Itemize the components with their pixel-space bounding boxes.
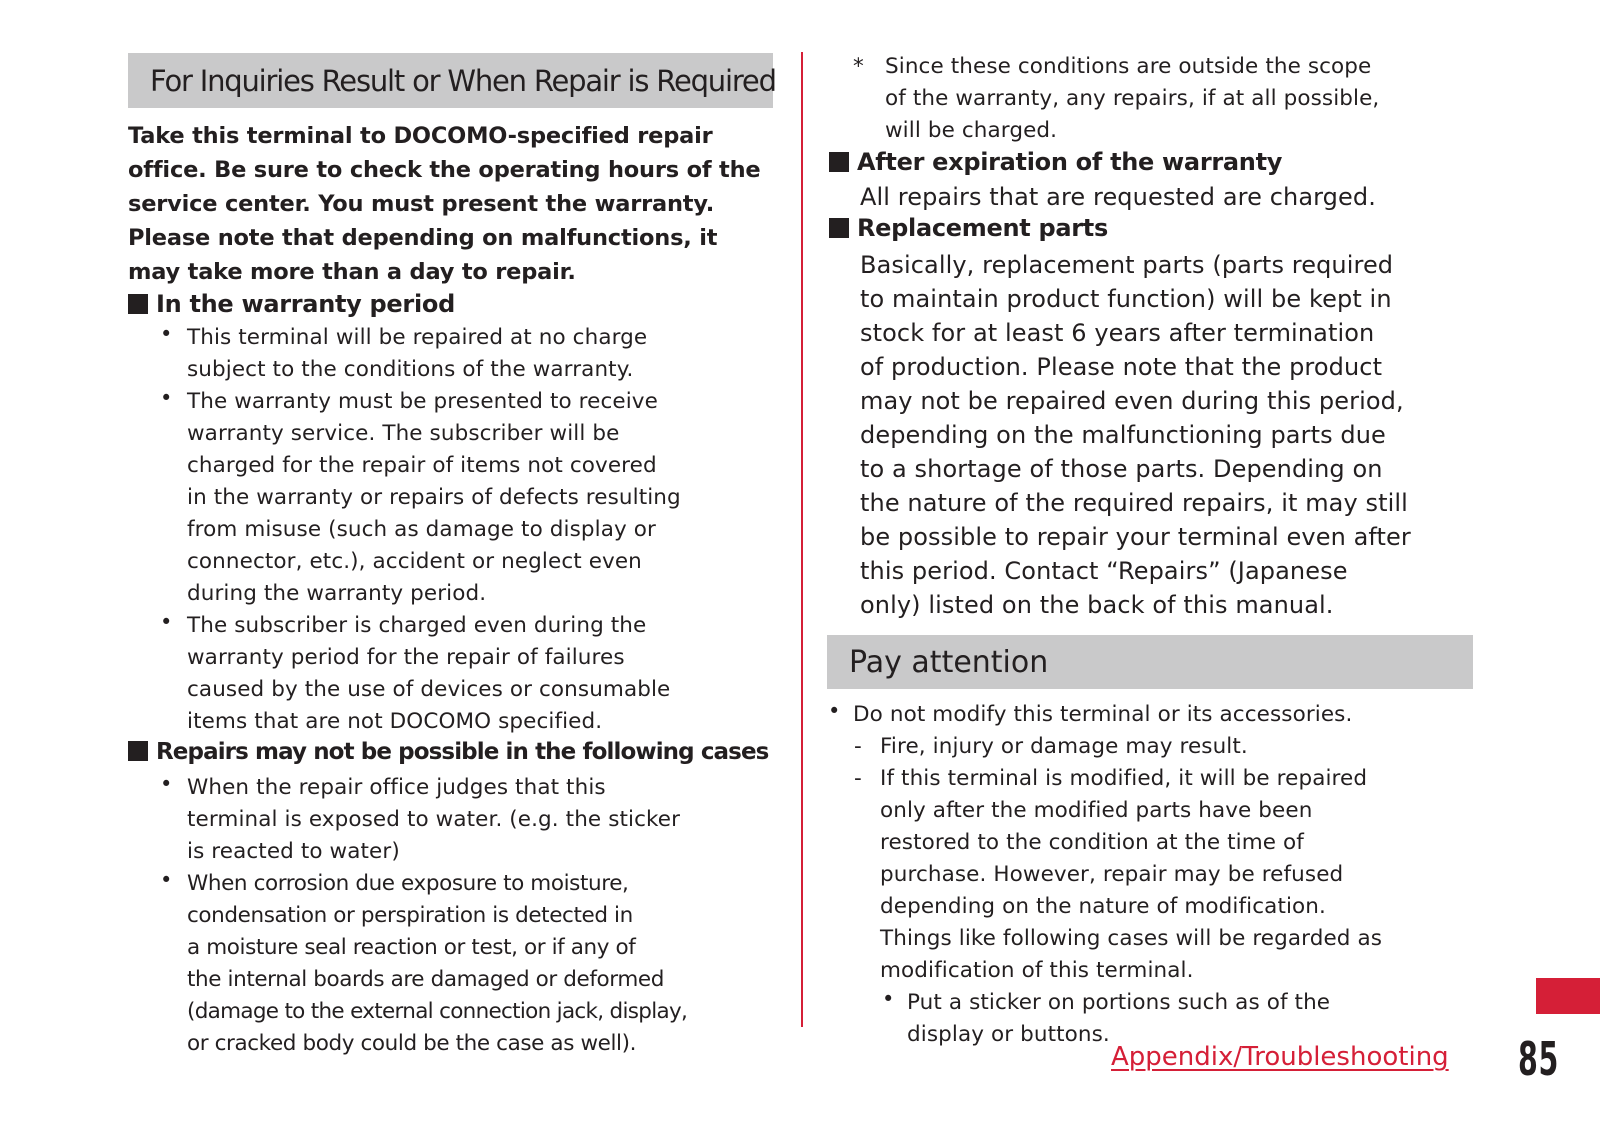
bullet-icon: •: [828, 699, 841, 723]
dash-item-2-line-6: Things like following cases will be regarded as: [880, 926, 1383, 951]
parts-line-6: depending on the malfunctioning parts due: [860, 421, 1386, 449]
note-asterisk: *: [853, 54, 864, 79]
square-bullet-icon: [128, 741, 148, 761]
case-item-1-line-1: When the repair office judges that this: [187, 775, 606, 800]
dash-item-2-line-1: If this terminal is modified, it will be repaired: [880, 766, 1368, 791]
square-bullet-icon: [128, 294, 148, 314]
warranty-item-3-line-2: warranty period for the repair of failures: [187, 645, 625, 670]
parts-line-9: be possible to repair your terminal even after: [860, 523, 1411, 551]
intro-line-4: Please note that depending on malfunctions, it: [128, 225, 718, 251]
bullet-icon: •: [160, 386, 173, 410]
intro-line-3: service center. You must present the warranty.: [128, 191, 715, 217]
dash-item-2-line-7: modification of this terminal.: [880, 958, 1194, 983]
case-item-2-line-4: the internal boards are damaged or deformed: [187, 967, 664, 992]
attention-item: Do not modify this terminal or its accessories.: [853, 702, 1353, 727]
page-number: 85: [1518, 1032, 1559, 1086]
parts-line-1: Basically, replacement parts (parts required: [860, 251, 1394, 279]
parts-line-4: of production. Please note that the product: [860, 353, 1383, 381]
parts-line-3: stock for at least 6 years after termination: [860, 319, 1375, 347]
case-item-1-line-3: is reacted to water): [187, 839, 400, 864]
section-banner-attention: [827, 635, 1473, 689]
bullet-icon: •: [882, 987, 895, 1011]
dash-item-2-line-4: purchase. However, repair may be refused: [880, 862, 1344, 887]
case-item-2-line-2: condensation or perspiration is detected in: [187, 903, 633, 928]
parts-line-11: only) listed on the back of this manual.: [860, 591, 1334, 619]
section-banner-title: For Inquiries Result or When Repair is Required: [150, 64, 776, 98]
warranty-item-2-line-3: charged for the repair of items not covered: [187, 453, 657, 478]
warranty-item-1-line-2: subject to the conditions of the warranty.: [187, 357, 634, 382]
warranty-item-3-line-1: The subscriber is charged even during the: [187, 613, 647, 638]
dash-icon: -: [854, 734, 862, 759]
column-divider: [801, 52, 803, 1027]
parts-line-5: may not be repaired even during this period,: [860, 387, 1404, 415]
expiration-text: All repairs that are requested are charged.: [860, 183, 1376, 211]
replacement-parts-heading: Replacement parts: [829, 214, 1108, 242]
bullet-icon: •: [160, 772, 173, 796]
dash-item-2-line-2: only after the modified parts have been: [880, 798, 1313, 823]
case-item-2-line-5: (damage to the external connection jack, display,: [187, 999, 688, 1024]
dash-item-1-line-1: Fire, injury or damage may result.: [880, 734, 1248, 759]
warranty-item-3-line-3: caused by the use of devices or consumable: [187, 677, 671, 702]
intro-line-1: Take this terminal to DOCOMO-specified repair: [128, 123, 713, 149]
parts-line-10: this period. Contact “Repairs” (Japanese: [860, 557, 1348, 585]
square-bullet-icon: [829, 218, 849, 238]
bullet-icon: •: [160, 610, 173, 634]
case-item-1-line-2: terminal is exposed to water. (e.g. the sticker: [187, 807, 681, 832]
parts-line-7: to a shortage of those parts. Depending on: [860, 455, 1383, 483]
section-link-appendix-troubleshooting[interactable]: Appendix/Troubleshooting: [1111, 1042, 1449, 1072]
note-line-3: will be charged.: [885, 118, 1058, 143]
case-item-2-line-6: or cracked body could be the case as well).: [187, 1031, 637, 1056]
attention-banner-title: Pay attention: [849, 645, 1049, 680]
parts-line-8: the nature of the required repairs, it may still: [860, 489, 1408, 517]
warranty-item-2-line-2: warranty service. The subscriber will be: [187, 421, 620, 446]
repair-cases-heading: Repairs may not be possible in the following cases: [128, 739, 768, 765]
case-item-2-line-3: a moisture seal reaction or test, or if any of: [187, 935, 636, 960]
bullet-icon: •: [160, 322, 173, 346]
warranty-item-2-line-1: The warranty must be presented to receive: [187, 389, 658, 414]
sub-item-line-2: display or buttons.: [907, 1022, 1110, 1047]
intro-line-5: may take more than a day to repair.: [128, 259, 576, 285]
note-line-1: Since these conditions are outside the scope: [885, 54, 1372, 79]
dash-icon: -: [854, 766, 862, 791]
case-item-2-line-1: When corrosion due exposure to moisture,: [187, 871, 629, 896]
warranty-item-2-line-6: connector, etc.), accident or neglect even: [187, 549, 642, 574]
dash-item-2-line-5: depending on the nature of modification.: [880, 894, 1326, 919]
warranty-item-3-line-4: items that are not DOCOMO specified.: [187, 709, 603, 734]
warranty-item-2-line-7: during the warranty period.: [187, 581, 487, 606]
square-bullet-icon: [829, 152, 849, 172]
chapter-tab-marker: [1536, 978, 1600, 1014]
bullet-icon: •: [160, 868, 173, 892]
section-banner-inquiries: [128, 53, 776, 108]
warranty-item-1-line-1: This terminal will be repaired at no charge: [187, 325, 648, 350]
warranty-item-2-line-4: in the warranty or repairs of defects resulting: [187, 485, 681, 510]
dash-item-2-line-3: restored to the condition at the time of: [880, 830, 1304, 855]
intro-line-2: office. Be sure to check the operating hours of the: [128, 157, 761, 183]
warranty-period-heading: In the warranty period: [128, 290, 455, 318]
note-line-2: of the warranty, any repairs, if at all possible,: [885, 86, 1380, 111]
sub-item-line-1: Put a sticker on portions such as of the: [907, 990, 1331, 1015]
parts-line-2: to maintain product function) will be kept in: [860, 285, 1392, 313]
expiration-heading: After expiration of the warranty: [829, 148, 1282, 176]
warranty-item-2-line-5: from misuse (such as damage to display or: [187, 517, 656, 542]
